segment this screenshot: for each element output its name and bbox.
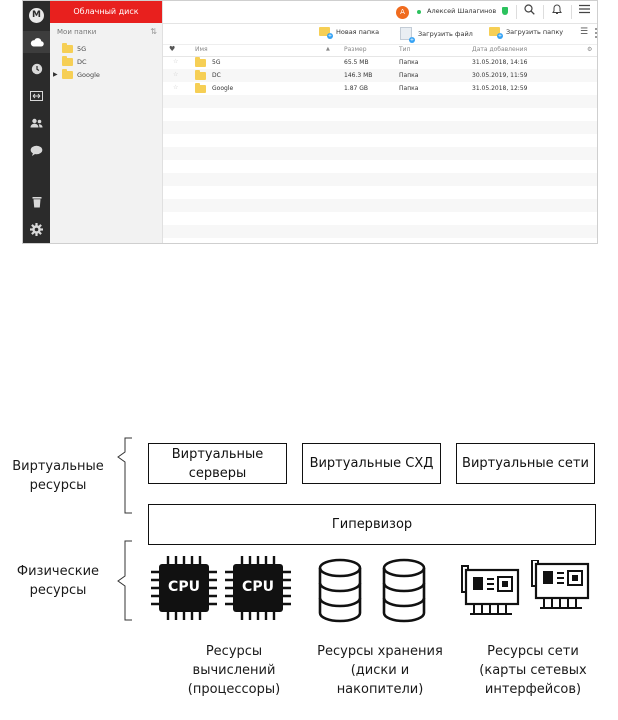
online-status-icon <box>417 10 421 14</box>
favorite-star-icon[interactable]: ☆ <box>173 84 179 91</box>
folder-icon <box>62 71 73 79</box>
tree-item-label: DC <box>77 58 87 66</box>
upload-folder-button[interactable] <box>489 27 564 39</box>
favorite-star-icon[interactable]: ☆ <box>173 58 179 65</box>
row-date: 30.05.2019, 11:59 <box>472 72 528 79</box>
empty-row <box>163 173 597 186</box>
row-name: Google <box>212 85 234 92</box>
column-type[interactable]: Тип <box>399 46 411 53</box>
table-row[interactable] <box>163 69 597 82</box>
virtualization-diagram <box>0 420 618 720</box>
search-icon[interactable] <box>524 4 535 18</box>
upload-file-icon: + <box>400 27 412 40</box>
divider <box>543 5 544 19</box>
mail-logo-icon[interactable] <box>23 4 50 26</box>
tree-item-label: 5G <box>77 45 87 53</box>
row-type: Папка <box>399 59 419 66</box>
folder-icon <box>195 59 206 67</box>
cpu-chip-label: CPU <box>242 579 274 595</box>
favorite-column-icon[interactable]: ♥ <box>169 45 176 53</box>
toolbar <box>163 24 597 44</box>
cpu-group <box>150 555 294 621</box>
tree-item-dc[interactable] <box>62 56 87 68</box>
column-name[interactable]: Имя <box>195 46 208 53</box>
grid-view-icon[interactable] <box>595 27 598 41</box>
chat-icon[interactable] <box>23 139 50 161</box>
cpu-chip-icon <box>224 555 292 621</box>
physical-resources-label: Физические ресурсы <box>16 564 100 598</box>
row-date: 31.05.2018, 14:16 <box>472 59 528 66</box>
folder-icon <box>62 58 73 66</box>
virtual-servers-box: Виртуальные серверы <box>148 443 287 484</box>
shield-icon <box>502 7 508 15</box>
folder-icon <box>195 72 206 80</box>
new-folder-icon: + <box>319 27 330 36</box>
menu-icon[interactable] <box>579 4 590 17</box>
trash-icon[interactable] <box>23 191 50 213</box>
virtual-networks-box: Виртуальные сети <box>456 443 595 484</box>
row-size: 146.3 MB <box>344 72 373 79</box>
tree-item-label: Google <box>77 71 100 79</box>
network-card-icon <box>532 560 588 608</box>
folders-pane <box>50 1 163 243</box>
folder-icon <box>62 45 73 53</box>
row-type: Папка <box>399 72 419 79</box>
tree-item-5g[interactable] <box>62 43 86 55</box>
tree-item-google[interactable] <box>53 69 100 81</box>
column-size[interactable]: Размер <box>344 46 367 53</box>
tree-header <box>57 28 157 36</box>
empty-row <box>163 225 597 238</box>
tree-title: Мои папки <box>57 28 97 36</box>
divider <box>516 5 517 19</box>
upload-folder-label: Загрузить папку <box>506 27 564 36</box>
sort-asc-icon: ▲ <box>326 46 330 52</box>
list-view-icon[interactable]: ☰ <box>580 27 589 37</box>
cloud-icon[interactable] <box>23 31 50 53</box>
left-icon-rail <box>23 1 50 243</box>
settings-icon[interactable] <box>23 218 50 240</box>
brand-title[interactable]: Облачный диск <box>50 1 162 23</box>
compute-caption: Ресурсы вычислений (процессоры) <box>187 644 281 697</box>
favorite-star-icon[interactable]: ☆ <box>173 71 179 78</box>
new-folder-label: Новая папка <box>336 27 380 36</box>
database-icon <box>384 560 424 621</box>
divider <box>571 5 572 19</box>
top-bar <box>163 1 597 24</box>
bell-icon[interactable] <box>552 4 562 18</box>
sort-icon[interactable]: ⇅ <box>150 27 157 36</box>
empty-row <box>163 95 597 108</box>
empty-row <box>163 212 597 225</box>
empty-row <box>163 147 597 160</box>
logo-letter: M <box>29 8 44 23</box>
empty-row <box>163 108 597 121</box>
network-card-icon <box>462 566 518 614</box>
avatar[interactable]: А <box>396 6 409 19</box>
virtual-resources-label: Виртуальные ресурсы <box>12 459 104 493</box>
cpu-chip-label: CPU <box>168 579 200 595</box>
storage-caption: Ресурсы хранения (диски и накопители) <box>317 644 443 697</box>
storage-icons <box>316 556 440 628</box>
clock-icon[interactable] <box>23 58 50 80</box>
table-row[interactable] <box>163 56 597 69</box>
new-folder-button[interactable] <box>319 27 380 39</box>
empty-row <box>163 186 597 199</box>
expand-arrow-icon[interactable]: ▶ <box>53 71 58 78</box>
virtual-bracket <box>118 438 132 513</box>
user-name[interactable]: Алексей Шалагинов <box>427 7 497 15</box>
column-date[interactable]: Дата добавления <box>472 46 528 53</box>
row-name: 5G <box>212 59 221 66</box>
empty-row <box>163 160 597 173</box>
row-name: DC <box>212 72 221 79</box>
empty-row <box>163 121 597 134</box>
file-list-area <box>163 1 597 243</box>
row-size: 65.5 MB <box>344 59 369 66</box>
hypervisor-box: Гипервизор <box>148 504 596 545</box>
network-caption: Ресурсы сети (карты сетевых интерфейсов) <box>479 644 587 697</box>
empty-row <box>163 134 597 147</box>
folder-icon <box>195 85 206 93</box>
row-size: 1.87 GB <box>344 85 369 92</box>
upload-file-button[interactable] <box>400 27 473 43</box>
database-icon <box>320 560 360 621</box>
empty-row <box>163 199 597 212</box>
upload-file-label: Загрузить файл <box>418 29 473 38</box>
cpu-chip-icon <box>150 555 218 621</box>
physical-bracket <box>118 541 132 620</box>
network-card-icons <box>460 560 594 624</box>
row-type: Папка <box>399 85 419 92</box>
virtual-storage-box: Виртуальные СХД <box>302 443 441 484</box>
upload-folder-icon: + <box>489 27 500 36</box>
transfer-icon[interactable] <box>23 85 50 107</box>
table-row[interactable] <box>163 82 597 95</box>
shared-users-icon[interactable] <box>23 112 50 134</box>
columns-settings-icon[interactable]: ⚙ <box>587 46 593 53</box>
row-date: 31.05.2018, 12:59 <box>472 85 528 92</box>
cloud-disk-window <box>22 0 598 244</box>
